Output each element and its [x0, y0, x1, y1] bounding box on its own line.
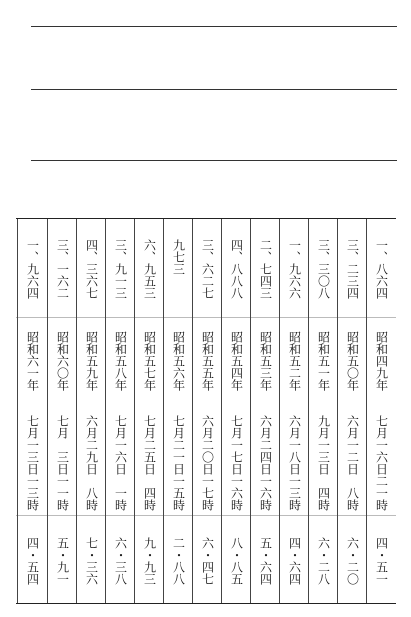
- value-cell: 九・九三: [142, 537, 157, 585]
- count-cell: 三、六二七: [200, 239, 215, 299]
- table-column: [47, 219, 77, 603]
- era-year-cell: 昭和五五年: [200, 331, 215, 391]
- era-year-cell: 昭和五四年: [229, 331, 244, 391]
- era-year-cell: 昭和五九年: [84, 331, 99, 391]
- date-time-cell: 七月一六日二一時: [374, 415, 389, 511]
- count-cell: 四、三六七: [84, 239, 99, 299]
- count-cell: 一、九六四: [25, 239, 40, 299]
- table-column: [308, 219, 338, 603]
- value-cell: 六・四七: [200, 537, 215, 585]
- era-year-cell: 昭和六〇年: [55, 331, 70, 391]
- value-cell: 六・二〇: [345, 537, 360, 585]
- date-time-cell: 七月 三日一一時: [55, 415, 70, 511]
- count-cell: 三、一六二: [55, 239, 70, 299]
- date-time-cell: 六月二〇日一七時: [200, 415, 215, 511]
- lower-rule: [31, 160, 397, 161]
- count-cell: 二、七四三: [258, 239, 273, 299]
- table-column: [221, 219, 251, 603]
- date-time-cell: 七月二一日一五時: [171, 415, 186, 511]
- value-cell: 六・三八: [113, 537, 128, 585]
- table-column: [163, 219, 193, 603]
- count-cell: 三、三〇八: [316, 239, 331, 299]
- count-cell: 三、九一三: [113, 239, 128, 299]
- date-time-cell: 九月一三日 四時: [316, 415, 331, 511]
- date-time-cell: 七月一三日一三時: [25, 415, 40, 511]
- value-cell: 七・三六: [84, 537, 99, 585]
- table-column: [105, 219, 135, 603]
- table-column: [337, 219, 367, 603]
- era-year-cell: 昭和四九年: [374, 331, 389, 391]
- era-year-cell: 昭和五六年: [171, 331, 186, 391]
- count-cell: 四、八八八: [229, 239, 244, 299]
- table-column: [134, 219, 164, 603]
- count-cell: 三、二三四: [345, 239, 360, 299]
- value-cell: 四・五四: [25, 537, 40, 585]
- date-time-cell: 六月二四日一六時: [258, 415, 273, 511]
- table-column: [192, 219, 222, 603]
- era-year-cell: 昭和五三年: [258, 331, 273, 391]
- era-year-cell: 昭和六一年: [25, 331, 40, 391]
- table-column: [250, 219, 280, 603]
- value-cell: 八・八五: [229, 537, 244, 585]
- value-cell: 四・五一: [374, 537, 389, 585]
- date-time-cell: 七月一六日 一時: [113, 415, 128, 511]
- data-table: [16, 218, 396, 604]
- value-cell: 二・八八: [171, 537, 186, 585]
- value-cell: 四・六四: [287, 537, 302, 585]
- date-time-cell: 六月一二日 八時: [345, 415, 360, 511]
- value-cell: 五・六四: [258, 537, 273, 585]
- count-cell: 一、八六四: [374, 239, 389, 299]
- era-year-cell: 昭和五二年: [287, 331, 302, 391]
- date-time-cell: 六月二九日 八時: [84, 415, 99, 511]
- date-time-cell: 六月一八日一三時: [287, 415, 302, 511]
- date-time-cell: 七月二五日 四時: [142, 415, 157, 511]
- count-cell: 六、九五三: [142, 239, 157, 299]
- era-year-cell: 昭和五一年: [316, 331, 331, 391]
- count-cell: 一、九六六: [287, 239, 302, 299]
- middle-rule: [31, 89, 397, 90]
- date-time-cell: 七月一七日一六時: [229, 415, 244, 511]
- table-column: [17, 219, 48, 603]
- table-column: [366, 219, 396, 603]
- era-year-cell: 昭和五七年: [142, 331, 157, 391]
- table-column: [76, 219, 106, 603]
- value-cell: 六・二八: [316, 537, 331, 585]
- table-column: [279, 219, 309, 603]
- era-year-cell: 昭和五八年: [113, 331, 128, 391]
- era-year-cell: 昭和五〇年: [345, 331, 360, 391]
- count-cell: 九七三: [171, 239, 186, 275]
- top-rule: [31, 26, 397, 27]
- value-cell: 五・九一: [55, 537, 70, 585]
